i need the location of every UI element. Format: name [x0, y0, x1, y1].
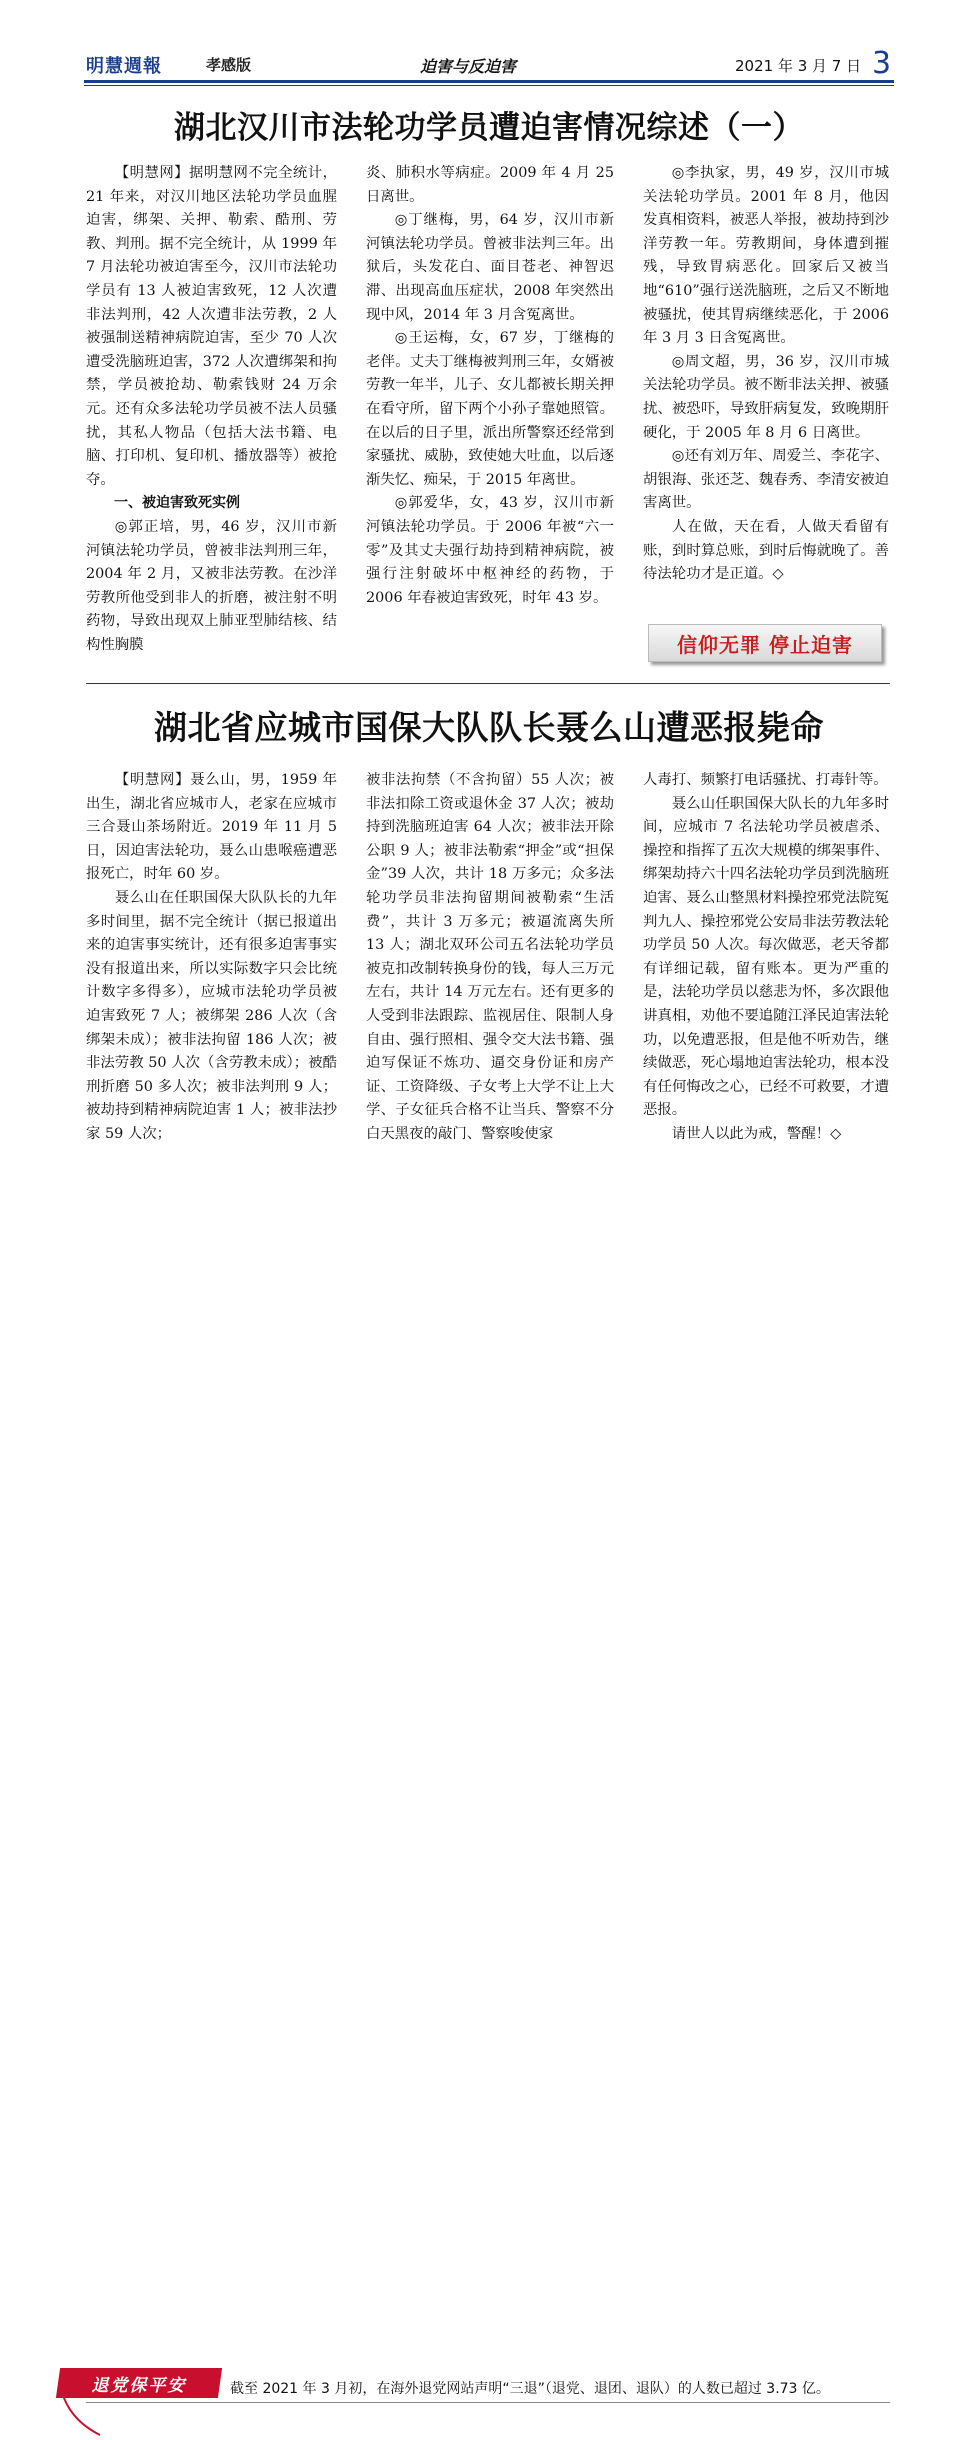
paragraph: 【明慧网】聂么山，男，1959 年出生，湖北省应城市人，老家在应城市三合聂山茶场附近。2019 年 11 月 5 日，因迫害法轮功，聂么山患喉癌遭恶报死亡，时年 60 岁。 — [86, 772, 337, 883]
paragraph: 人毒打、频繁打电话骚扰、打毒针等。 — [643, 772, 888, 788]
footer-notice: 截至 2021 年 3 月初，在海外退党网站声明“三退”（退党、退团、退队）的人数已超过 3.73 亿。 — [230, 2381, 830, 2397]
article1-column-2 — [366, 162, 614, 610]
paragraph: 被非法拘禁（不含拘留）55 人次；被非法扣除工资或退休金 37 人次；被劫持到洗脑班迫害 64 人次；被非法开除公职 9 人；被非法勒索“押金”或“担保金”39 人次，共计 18 万多元；众多法轮功学员非法拘留期间被勒索“生活费”，共计 3 万多元；被逼流离失所 13 人；湖北双环公司五名法轮功学员被克扣改制转换身份的钱，每人三万元左右，共计 14 万元左右。还有更多的人受到非法跟踪、监视居住、限制人身自由、强行照相、强令交大法书籍、强迫写保证不炼功、逼交身份证和房产证、工资降级、子女考上大学不让上大学、子女征兵合格不让当兵、警察不分白天黑夜的敲门、警察唆使家 — [366, 772, 614, 1142]
paragraph: 【明慧网】据明慧网不完全统计，21 年来，对汉川地区法轮功学员血腥迫害，绑架、关押、勒索、酷刑、劳教、判刑。据不完全统计，从 1999 年 7 月法轮功被迫害至今，汉川市法轮功学员有 13 人被迫害致死，12 人次遭非法判刑，42 人次遭非法劳教，2 人被强制送精神病院迫害，至少 70 人次遭受洗脑班迫害，372 人次遭绑架和拘禁，学员被抢劫、勒索钱财 24 万余元。还有众多法轮功学员被不法人员骚扰，其私人物品（包括大法书籍、电脑、打印机、复印机、播放器等）被抢夺。 — [86, 165, 337, 488]
footer-badge-text: 退党保平安 — [91, 2376, 187, 2396]
page-header — [0, 0, 978, 90]
article2-column-3 — [643, 769, 889, 1147]
article2-column-1 — [86, 769, 337, 1147]
header-rule-thin — [84, 85, 894, 86]
footer-badge — [56, 2368, 222, 2398]
article1-column-3 — [643, 162, 889, 587]
paragraph: 请世人以此为戒，警醒！◇ — [671, 1125, 842, 1142]
article2-column-2 — [366, 769, 614, 1147]
paragraph: ◎郭爱华，女，43 岁，汉川市新河镇法轮功学员。于 2006 年被“六一零”及其丈夫强行劫持到精神病院，被强行注射破坏中枢神经的药物，于 2006 年春被迫害致死，时年 43 岁。 — [366, 495, 614, 606]
article1-title: 湖北汉川市法轮功学员遭迫害情况综述（一） — [174, 110, 804, 146]
page-footer — [0, 1180, 978, 2397]
paragraph: ◎周文超，男，36 岁，汉川市城关法轮功学员。被不断非法关押、被骚扰、被恐吓，导致肝病复发，致晚期肝硬化，于 2005 年 8 月 6 日离世。 — [643, 353, 889, 441]
issue-date: 2021 年 3 月 7 日 — [735, 57, 862, 75]
article-divider — [86, 683, 890, 684]
paragraph: 人在做，天在看，人做天看留有账，到时算总账，到时后悔就晚了。善待法轮功才是正道。◇ — [643, 518, 889, 583]
paragraph: 聂么山在任职国保大队队长的九年多时间里，据不完全统计（据已报道出来的迫害事实统计，还有很多迫害事实没有报道出来，所以实际数字只会比统计数字多得多），应城市法轮功学员被迫害致死 7 人；被绑架 286 人次（含绑架未成）；被非法拘留 186 人次；被非法劳教 50 人次（含劳教未成）；被酷刑折磨 50 多人次；被非法判刑 9 人；被劫持到精神病院迫害 1 人；被非法抄家 59 人次； — [86, 889, 337, 1142]
section-title: 迫害与反迫害 — [420, 57, 517, 76]
paragraph: ◎郭正培，男，46 岁，汉川市新河镇法轮功学员，曾被非法判刑三年，2004 年 2 月，又被非法劳教。在沙洋劳教所他受到非人的折磨，被注射不明药物，导致出现双上肺亚型肺结核、结构性胸膜 — [86, 518, 337, 653]
slogan-text: 信仰无罪 停止迫害 — [677, 633, 853, 657]
article2-title: 湖北省应城市国保大队队长聂么山遭恶报毙命 — [154, 708, 824, 747]
paragraph: ◎李执家，男，49 岁，汉川市城关法轮功学员。2001 年 8 月，他因发真相资料，被恶人举报，被劫持到沙洋劳教一年。劳教期间，身体遭到摧残，导致胃病恶化。回家后又被当地“610”强行送洗脑班，之后又不断地被骚扰，使其胃病继续恶化，于 2006 年 3 月 3 日含冤离世。 — [643, 165, 889, 347]
article1-column-1 — [86, 162, 337, 657]
page-number: 3 — [872, 46, 892, 81]
paragraph: ◎丁继梅，男，64 岁，汉川市新河镇法轮功学员。曾被非法判三年。出狱后，头发花白、面目苍老、神智迟滞、出现高血压症状，2008 年突然出现中风，2014 年 3 月含冤离世。 — [366, 212, 614, 323]
slogan-banner — [648, 624, 882, 662]
masthead: 明慧週報 — [86, 56, 162, 77]
paragraph: ◎还有刘万年、周爱兰、李花字、胡银海、张还芝、魏春秀、李清安被迫害离世。 — [643, 448, 889, 512]
header-rule — [84, 80, 894, 83]
paragraph: ◎王运梅，女，67 岁，丁继梅的老伴。丈夫丁继梅被判刑三年，女婿被劳教一年半，儿子、女儿都被长期关押在看守所，留下两个小孙子靠她照管。在以后的日子里，派出所警察还经常到家骚扰、威胁，致使她大吐血，以后逐渐失忆、痴呆，于 2015 年离世。 — [366, 330, 614, 488]
footer-rule — [86, 2402, 890, 2403]
paragraph: 炎、肺积水等病症。2009 年 4 月 25 日离世。 — [366, 165, 614, 205]
subheading: 一、被迫害致死实例 — [114, 495, 240, 512]
paragraph: 聂么山任职国保大队长的九年多时间，应城市 7 名法轮功学员被虐杀、操控和指挥了五次大规模的绑架事件、绑架劫持六十四名法轮功学员到洗脑班迫害、聂么山整黑材料操控邪党法院冤判九人、操控邪党公安局非法劳教法轮功学员 50 人次。每次做恶，老天爷都有详细记载，留有账本。更为严重的是，法轮功学员以慈悲为怀，多次跟他讲真相，劝他不要追随江泽民迫害法轮功，以免遭恶报，但是他不听劝告，继续做恶，死心塌地迫害法轮功，根本没有任何悔改之心，已经不可救要，才遭恶报。 — [643, 795, 889, 1119]
edition-label: 孝感版 — [206, 56, 252, 74]
